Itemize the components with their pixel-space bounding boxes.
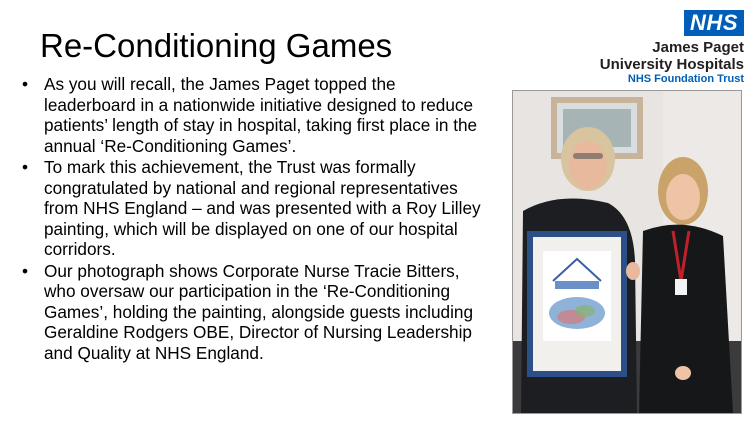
photograph [512,90,742,414]
bullet-item [18,157,488,260]
slide-title: Re-Conditioning Games [40,27,393,64]
logo-line-3: NHS Foundation Trust [627,73,744,85]
nhs-trust-logo [564,10,744,86]
nhs-badge: NHS [684,10,744,36]
photograph-icon [513,91,741,413]
bullet-list [18,74,488,364]
bullet-text: As you will recall, the James Paget topped the leaderboard in a nationwide initiative designed to reduce patients’ length of stay in hospital, taking first place in the annual ‘Re-Conditioning Games’. [44,74,478,156]
bullet-icon: • [22,74,29,94]
bullet-item [18,261,488,364]
logo-line-1: James Paget [652,39,744,56]
bullet-icon: • [22,260,29,281]
bullet-text: Our photograph shows Corporate Nurse Tracie Bitters, who oversaw our participation in the ‘Re-Conditioning Games’, holding the painting, alongside guests including Geraldine Rodgers OBE, Director of Nursing Leadership and Quality at NHS England. [44,260,474,363]
bullet-item [18,74,488,156]
logo-line-2: University Hospitals [599,56,744,73]
bullet-icon: • [22,157,29,177]
bullet-text: To mark this achievement, the Trust was formally congratulated by national and regional representatives from NHS England – and was presented with a Roy Lilley painting, which will be displayed on one of our hospital corridors. [44,157,481,259]
